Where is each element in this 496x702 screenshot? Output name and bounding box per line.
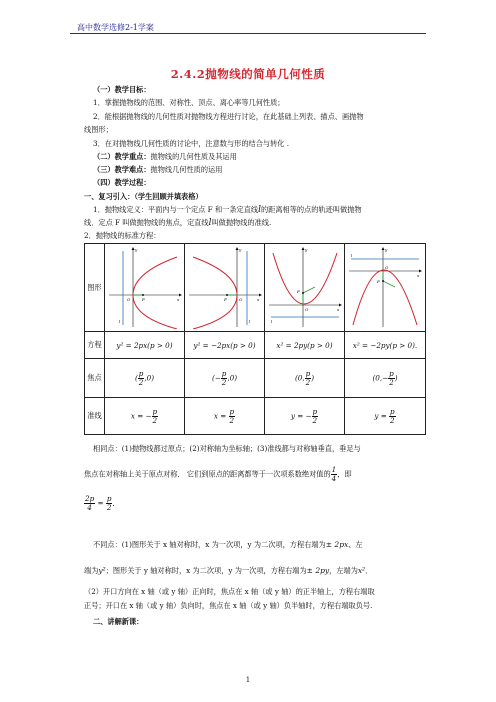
definition-text-1: 1．抛物线定义：平面内与一个定点 F 和一条定直线 xyxy=(93,205,259,214)
numerator: p xyxy=(390,406,395,416)
equation-row-label: 方程 xyxy=(85,332,105,359)
definition-line-1 xyxy=(93,205,362,215)
definition-text-2: 的距离相等的点的轨迹叫做抛物 xyxy=(260,205,362,214)
denominator: 2 xyxy=(221,377,227,387)
review-note: （学生回顾并填表格） xyxy=(134,192,203,201)
numerator: p xyxy=(229,406,235,416)
x-axis-label: x xyxy=(176,296,179,302)
numerator: 2p xyxy=(85,494,95,503)
common-text-end: ，即 xyxy=(337,469,352,479)
focus-label: F xyxy=(223,296,227,302)
difference-line-2 xyxy=(84,566,372,575)
line-symbol-2: l xyxy=(208,218,212,228)
difficulty-text: 抛物线几何性质的运用 xyxy=(150,165,223,174)
figure-cell-up-opening xyxy=(265,244,345,332)
lecture-heading: 二、讲解新课： xyxy=(93,617,144,626)
header-rule xyxy=(70,33,426,34)
key-point-text: 抛物线的几何性质及其运用 xyxy=(150,152,237,161)
math-term: y² xyxy=(98,566,106,575)
origin-label: O xyxy=(126,296,130,302)
denominator: 2 xyxy=(312,415,318,425)
difference-text: 不同点：(1)图形关于 x 轴对称时，x 为一次项，y 为二次项，方程右端为 xyxy=(93,540,326,549)
common-text: 焦点在对称轴上关于原点对称． 它们到原点的距离都等于一次项系数绝对值的 xyxy=(84,469,331,479)
equation-cell: y² = 2px(p > 0) xyxy=(105,332,185,359)
parabola-graph-right xyxy=(107,245,183,329)
x-axis-label: x xyxy=(336,306,339,312)
directrix-prefix: x = xyxy=(213,411,229,420)
y-axis-label: y xyxy=(385,246,388,252)
origin-label: O xyxy=(238,296,242,302)
difference-text: ，左端为 xyxy=(329,566,358,575)
key-point-line xyxy=(93,152,237,161)
focus-suffix: ,0) xyxy=(144,373,155,382)
math-term: ± 2px xyxy=(325,540,349,549)
focus-suffix: ) xyxy=(394,373,398,382)
equation-row xyxy=(85,332,426,359)
focus-label: F xyxy=(377,278,380,284)
key-point-label: （二）教学重点： xyxy=(93,152,151,161)
goal-3: 3．在对抛物线几何性质的讨论中，注意数与形的结合与转化 . xyxy=(93,139,290,148)
equation-cell: y² = −2px(p > 0) xyxy=(185,332,265,359)
difference-line-1 xyxy=(93,540,363,549)
denominator: 2 xyxy=(152,415,158,425)
difference-text: ． xyxy=(365,566,373,575)
difference-text: 、左 xyxy=(348,540,363,549)
definition-line-2 xyxy=(84,218,271,228)
denominator: 2 xyxy=(389,377,394,387)
focus-cell xyxy=(265,359,345,398)
denominator: 4 xyxy=(87,503,92,512)
distance-equation xyxy=(84,495,120,512)
directrix-label: l xyxy=(351,252,353,258)
difference-line-3: （2）开口方向在 x 轴（或 y 轴）正向时，焦点在 x 轴（或 y 轴）的正半轴上，方程右端取 xyxy=(84,587,375,596)
numerator: p xyxy=(221,368,227,378)
difficulty-label: （三）教学难点： xyxy=(93,165,151,174)
standard-equation-heading: 2．抛物线的标准方程： xyxy=(84,231,161,240)
focus-prefix: ( xyxy=(134,373,138,382)
line-symbol: l xyxy=(258,205,261,215)
definition-text-4: 叫做抛物线的准线. xyxy=(211,218,272,227)
directrix-cell xyxy=(345,398,426,435)
directrix-cell xyxy=(265,398,345,435)
document-title: 2.4.2抛物线的简单几何性质 xyxy=(170,67,326,81)
equals-sign: = xyxy=(97,498,104,508)
numerator: p xyxy=(389,368,394,378)
y-axis-label: y xyxy=(134,246,137,252)
directrix-label: l xyxy=(270,318,272,324)
denominator: 2 xyxy=(229,415,235,425)
directrix-cell xyxy=(185,398,265,435)
difference-text: 端为 xyxy=(84,566,99,575)
math-term: x² xyxy=(357,566,366,575)
directrix-prefix: y = xyxy=(374,411,390,420)
review-label: 一、复习引入： xyxy=(84,192,135,201)
fraction xyxy=(229,408,236,425)
focus-label: F xyxy=(296,288,300,294)
fraction xyxy=(152,408,159,425)
fraction xyxy=(389,408,396,425)
focus-cell xyxy=(345,359,426,398)
focus-suffix: ,0) xyxy=(227,373,238,382)
figure-cell-down-opening xyxy=(345,244,426,332)
directrix-prefix: y = − xyxy=(290,411,312,420)
figure-cell-left-opening xyxy=(185,244,265,332)
common-points-line-1: 相同点：(1)抛物线都过原点；(2)对称轴为坐标轴；(3)准线都与对称轴垂直，垂足与 xyxy=(93,444,361,453)
directrix-cell xyxy=(105,398,185,435)
directrix-label: l xyxy=(248,318,250,324)
x-axis-label: x xyxy=(417,272,420,278)
page-number: 1 xyxy=(245,676,251,684)
y-axis-label: y xyxy=(304,246,307,252)
review-line xyxy=(84,192,203,201)
numerator: p xyxy=(305,368,311,378)
goal-2a: 2．能根据抛物线的几何性质对抛物线方程进行讨论，在此基础上列表、描点、画抛物 xyxy=(93,112,364,121)
numerator: p xyxy=(312,406,318,416)
difference-text: ；图形关于 y 轴对称时，x 为二次项，y 为一次项，方程右端为 xyxy=(105,566,307,575)
denominator: 2 xyxy=(106,503,112,512)
focus-cell xyxy=(185,359,265,398)
numerator: p xyxy=(152,406,158,416)
figure-row xyxy=(85,244,426,332)
x-axis-label: x xyxy=(256,296,259,302)
parabola-graph-up xyxy=(267,245,343,329)
directrix-prefix: x = − xyxy=(130,411,152,420)
focus-suffix: ) xyxy=(311,373,315,382)
goals-heading: （一）教学目标： xyxy=(93,85,151,94)
difficulty-line xyxy=(93,165,222,174)
denominator: 4 xyxy=(331,474,337,483)
directrix-label: l xyxy=(118,318,120,324)
goal-1: 1．掌握抛物线的范围、对称性、顶点、离心率等几何性质； xyxy=(93,98,285,107)
focus-prefix: (− xyxy=(211,373,221,382)
numerator: p xyxy=(106,494,112,503)
denominator: 2 xyxy=(138,377,144,387)
numerator: p xyxy=(138,368,144,378)
focus-row-label: 焦点 xyxy=(85,359,105,398)
period: ． xyxy=(112,498,120,508)
focus-row xyxy=(85,359,426,398)
fraction xyxy=(312,408,319,425)
equation-cell: x² = −2py(p > 0). xyxy=(345,332,426,359)
goal-2b: 线图形； xyxy=(84,125,113,134)
y-axis-label: y xyxy=(238,246,241,252)
difference-line-4: 正号；开口在 x 轴（或 y 轴）负向时，焦点在 x 轴（或 y 轴）负半轴时，方程右端取负号. xyxy=(84,601,373,610)
figure-cell-right-opening xyxy=(105,244,185,332)
focus-prefix: (0, xyxy=(294,373,305,382)
directrix-row xyxy=(85,398,426,435)
origin-label: O xyxy=(304,306,308,312)
numerator: 1 xyxy=(331,465,337,474)
parabola-graph-down xyxy=(347,245,423,329)
fraction xyxy=(388,370,395,387)
origin-label: O xyxy=(385,264,389,270)
page-header: 高中数学选修2-1学案 xyxy=(77,23,154,32)
fraction-2p-over-4 xyxy=(84,495,95,512)
focus-prefix: (0,− xyxy=(372,373,389,382)
focus-label: F xyxy=(141,296,145,302)
common-points-line-2 xyxy=(84,466,352,483)
process-heading: （四）教学过程： xyxy=(93,178,151,187)
math-term: ± 2py xyxy=(306,566,330,575)
equation-cell: x² = 2py(p > 0) xyxy=(265,332,345,359)
parabola-graph-left xyxy=(187,245,263,329)
figure-row-label: 图形 xyxy=(85,244,105,332)
directrix-row-label: 准线 xyxy=(85,398,105,435)
parabola-properties-table xyxy=(84,243,426,435)
denominator: 2 xyxy=(305,377,311,387)
denominator: 2 xyxy=(390,415,395,425)
focus-cell xyxy=(105,359,185,398)
definition-text-3: 线．定点 F 叫做抛物线的焦点，定直线 xyxy=(84,218,209,227)
